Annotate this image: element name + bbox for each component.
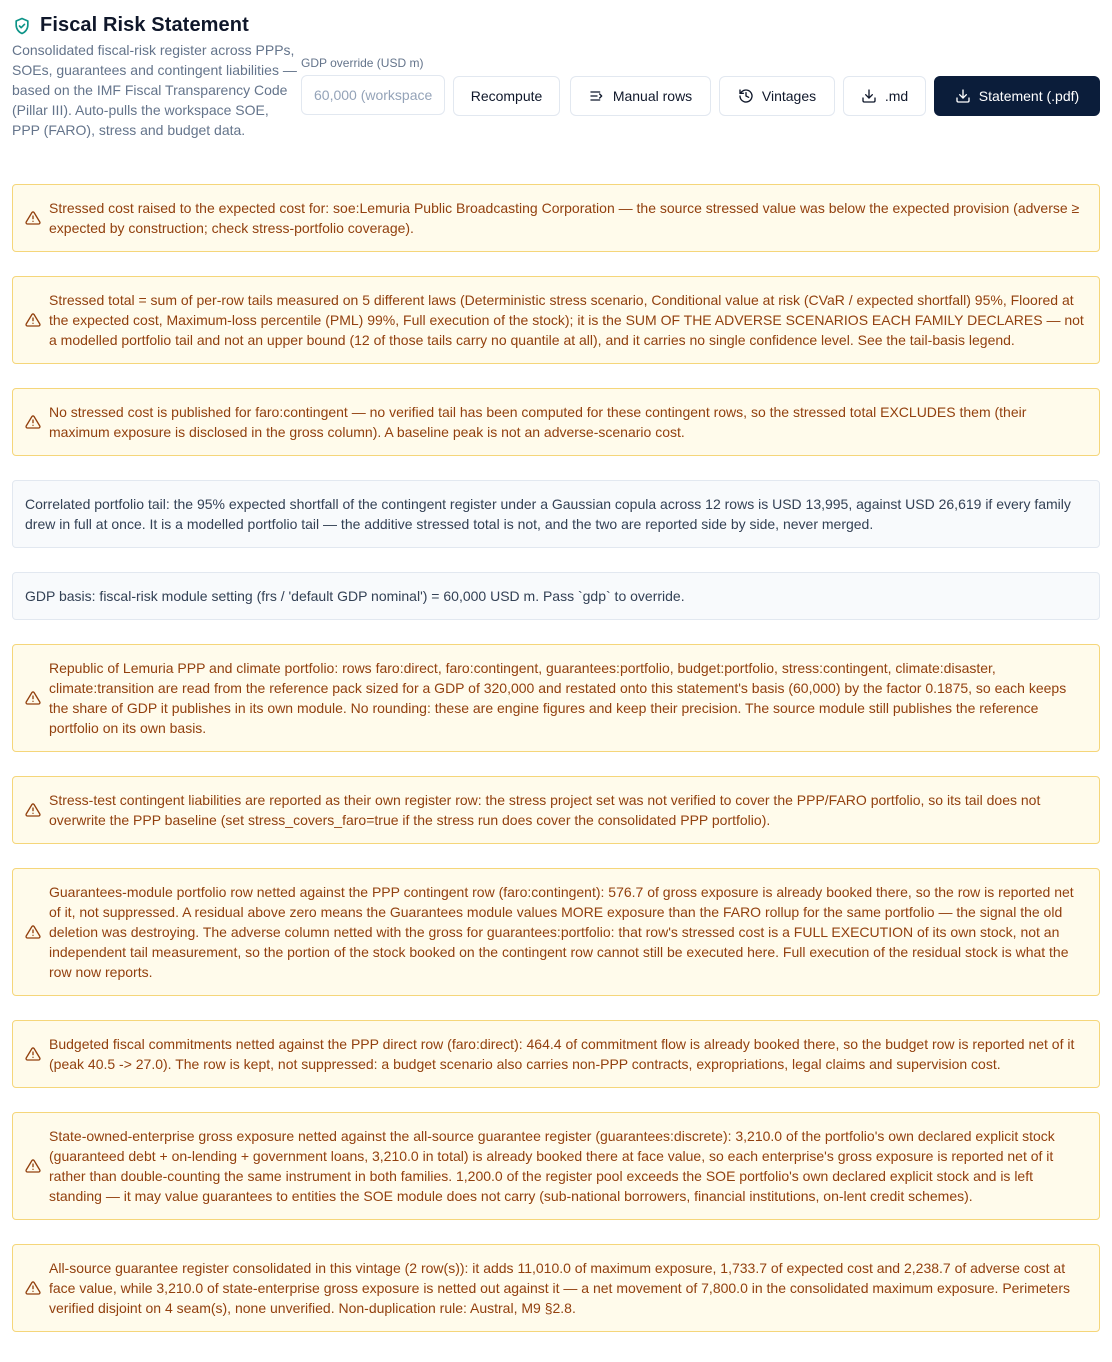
notice-text: Stress-test contingent liabilities are reported as their own register row: the stress project set was not verified to cover the PPP/FARO portfolio, so its tail does not overwrite the PPP baseline (set stress_covers_faro=true if the stress run does cover the consolidated PPP portfolio). <box>49 792 1041 828</box>
notice-text: Stressed total = sum of per-row tails measured on 5 different laws (Deterministic stress scenario, Conditional value at risk (CVaR / expected shortfall) 95%, Floored at the expected cost, Maximum-loss percentile (PML) 99%, Full execution of the stock); it is the SUM OF THE ADVERSE SCENARIOS EACH FAMILY DECLARES — not a modelled portfolio tail and not an upper bound (12 of those tails carry no quantile at all), and it carries no single confidence level. See the tail-basis legend. <box>49 292 1084 348</box>
warning-notice <box>12 388 1100 456</box>
warning-notice <box>12 1020 1100 1088</box>
gdp-override-group <box>301 56 445 115</box>
download-icon <box>861 88 877 104</box>
alert-triangle-icon <box>25 1280 41 1296</box>
alert-triangle-icon <box>25 414 41 430</box>
download-icon <box>955 88 971 104</box>
alert-triangle-icon <box>25 312 41 328</box>
alert-triangle-icon <box>25 924 41 940</box>
notice-text: No stressed cost is published for faro:contingent — no verified tail has been computed for these contingent rows, so the stressed total EXCLUDES them (their maximum exposure is disclosed in the gross column). A baseline peak is not an adverse-scenario cost. <box>49 404 1027 440</box>
notice-text: All-source guarantee register consolidated in this vintage (2 row(s)): it adds 11,010.0 of maximum exposure, 1,733.7 of expected cost and 2,238.7 of adverse cost at face value, while 3,210.0 of state-enterprise gross exposure is netted out against it — a net movement of 7,800.0 in the consolidated maximum exposure. Perimeters verified disjoint on 4 seam(s), none unverified. Non-duplication rule: Austral, M9 §2.8. <box>49 1260 1070 1316</box>
notice-list <box>12 184 1100 1356</box>
download-statement-pdf-button[interactable] <box>934 76 1100 116</box>
shield-check-icon <box>12 16 32 36</box>
warning-notice <box>12 868 1100 996</box>
alert-triangle-icon <box>25 1158 41 1174</box>
warning-notice <box>12 776 1100 844</box>
list-plus-icon <box>589 88 605 104</box>
warning-notice <box>12 1244 1100 1332</box>
notice-text: GDP basis: fiscal-risk module setting (frs / 'default GDP nominal') = 60,000 USD m. Pass `gdp` to override. <box>25 588 685 604</box>
vintages-button-label: Vintages <box>761 88 817 104</box>
manual-rows-button[interactable] <box>570 76 711 116</box>
recompute-button[interactable] <box>453 76 560 116</box>
download-md-button-label: .md <box>884 88 909 104</box>
warning-notice <box>12 184 1100 252</box>
warning-notice <box>12 644 1100 752</box>
history-icon <box>738 88 754 104</box>
page-subtitle: Consolidated fiscal-risk register across PPPs, SOEs, guarantees and contingent liabilities — based on the IMF Fiscal Transparency Code (Pillar III). Auto-pulls the workspace SOE, PPP (FARO), stress and budget data. <box>12 42 297 138</box>
notice-text: Guarantees-module portfolio row netted against the PPP contingent row (faro:contingent): 576.7 of gross exposure is already booked there, so the row is reported net of it, not suppressed. A residual above zero means the Guarantees module values MORE exposure than the FARO rollup for the same portfolio — the signal the old deletion was destroying. The adverse column netted with the gross for guarantees:portfolio: that row's stressed cost is a FULL EXECUTION of its own stock, not an independent tail measurement, so the portion of the stock booked on the contingent row cannot still be executed here. Full execution of the residual stock is what the row now reports. <box>49 884 1074 980</box>
notice-text: Budgeted fiscal commitments netted against the PPP direct row (faro:direct): 464.4 of commitment flow is already booked there, so the budget row is reported net of it (peak 40.5 -> 27.0). The row is kept, not suppressed: a budget scenario also carries non-PPP contracts, expropriations, legal claims and supervision cost. <box>49 1036 1075 1072</box>
recompute-button-label: Recompute <box>470 88 543 104</box>
notice-text: Correlated portfolio tail: the 95% expected shortfall of the contingent register under a Gaussian copula across 12 rows is USD 13,995, against USD 26,619 if every family drew in full at once. It is a modelled portfolio tail — the additive stressed total is not, and the two are reported side by side, never merged. <box>25 496 1071 532</box>
manual-rows-button-label: Manual rows <box>612 88 693 104</box>
notice-text: Republic of Lemuria PPP and climate portfolio: rows faro:direct, faro:contingent, guarantees:portfolio, budget:portfolio, stress:contingent, climate:disaster, climate:transition are read from the reference pack sized for a GDP of 320,000 and restated onto this statement's basis (60,000) by the factor 0.1875, so each keeps the share of GDP it publishes in its own module. No rounding: these are engine figures and keep their precision. The source module still publishes the reference portfolio on its own basis. <box>49 660 1067 736</box>
info-notice <box>12 572 1100 620</box>
download-statement-pdf-button-label: Statement (.pdf) <box>978 88 1080 104</box>
warning-notice <box>12 1112 1100 1220</box>
notice-text: State-owned-enterprise gross exposure netted against the all-source guarantee register (guarantees:discrete): 3,210.0 of the portfolio's own declared explicit stock (guaranteed debt + on-lending + government loans, 3,210.0 in total) is already booked there at face value, so each enterprise's gross exposure is reported net of it rather than double-counting the same instrument in both families. 1,200.0 of the register pool exceeds the SOE portfolio's own declared explicit stock and is left standing — it may value guarantees to entities the SOE module does not carry (sub-national borrowers, financial institutions, on-lent credit schemes). <box>49 1128 1055 1204</box>
info-notice <box>12 480 1100 548</box>
alert-triangle-icon <box>25 802 41 818</box>
download-md-button[interactable] <box>843 76 926 116</box>
page-header <box>12 12 1100 162</box>
warning-notice <box>12 276 1100 364</box>
gdp-override-label: GDP override (USD m) <box>301 56 424 70</box>
alert-triangle-icon <box>25 210 41 226</box>
title-row <box>12 14 249 37</box>
alert-triangle-icon <box>25 1046 41 1062</box>
notice-text: Stressed cost raised to the expected cost for: soe:Lemuria Public Broadcasting Corporation — the source stressed value was below the expected provision (adverse ≥ expected by construction; check stress-portfolio coverage). <box>49 200 1080 236</box>
gdp-override-input[interactable] <box>301 75 445 115</box>
alert-triangle-icon <box>25 690 41 706</box>
vintages-button[interactable] <box>719 76 835 116</box>
page-title: Fiscal Risk Statement <box>40 14 249 36</box>
